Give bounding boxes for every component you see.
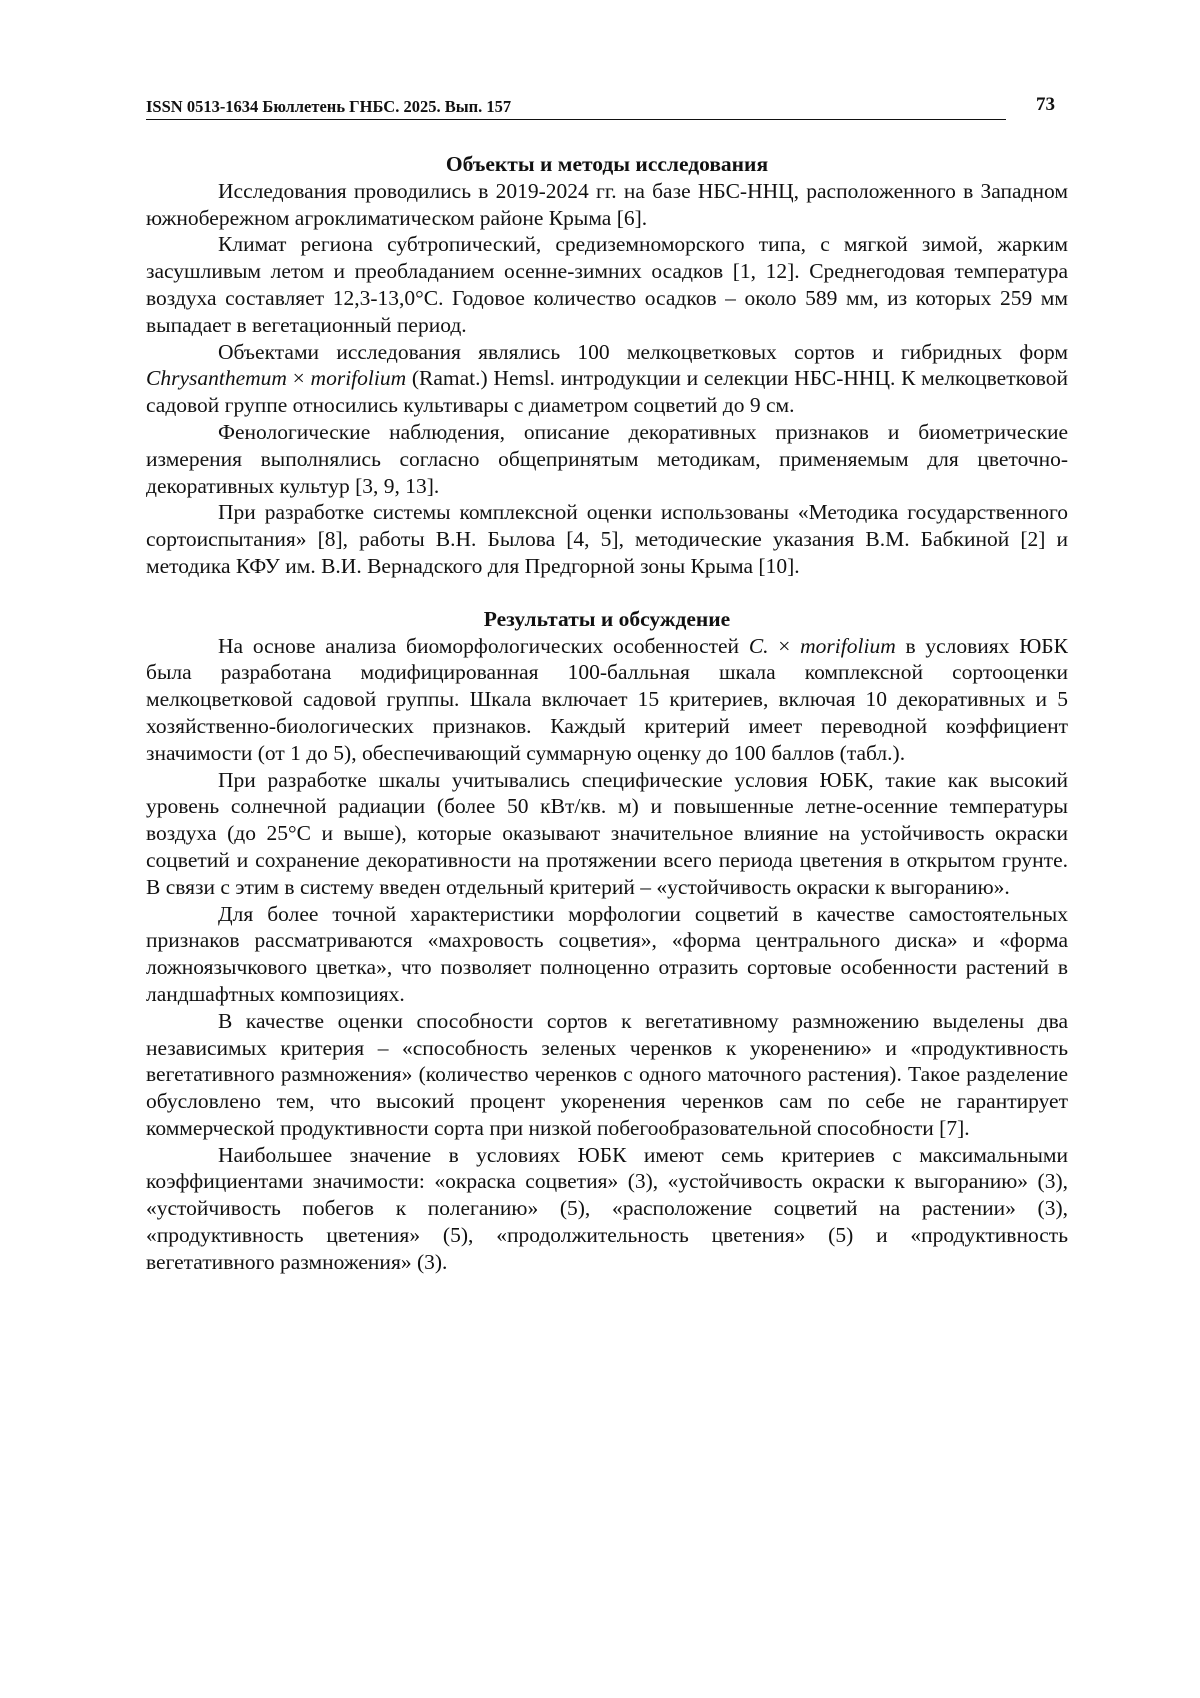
section-heading-results: Результаты и обсуждение — [483, 606, 731, 631]
paragraph: Исследования проводились в 2019-2024 гг. на базе НБС-ННЦ, расположенного в Западном южнобережном агроклиматическом районе Крыма [6]. — [146, 178, 1068, 230]
text-run: (Ramat.) Hemsl. интродукции и селекции НБС-ННЦ. К мелкоцветковой садовой группе относились культивары с диаметром соцветий до 9 см. — [146, 366, 1068, 418]
paragraph — [146, 633, 1068, 767]
paragraph: Фенологические наблюдения, описание декоративных признаков и биометрические измерения выполнялись согласно общепринятым методикам, применяемым для цветочно-декоративных культур [3, 9, 13]. — [146, 419, 1068, 498]
text-run: На основе анализа биоморфологических особенностей — [218, 633, 749, 658]
page-number: 73 — [1036, 94, 1055, 115]
paragraph: Климат региона субтропический, средиземноморского типа, с мягкой зимой, жарким засушливым летом и преобладанием осенне-зимних осадков [1, 12]. Среднегодовая температура воздуха составляет 12,3-13,0°С. Годовое количество осадков – около 589 мм, из которых 259 мм выпадает в вегетационный период. — [146, 232, 1068, 337]
species-name: morifolium — [310, 366, 407, 391]
species-name: C. — [748, 633, 769, 658]
species-name: Chrysanthemum — [146, 366, 287, 391]
paragraph: Наибольшее значение в условиях ЮБК имеют семь критериев с максимальными коэффициентами значимости: «окраска соцветия» (3), «устойчивость окраски к выгоранию» (3), «устойчивость побегов к полеганию» (5), «расположение соцветий на растении» (3), «продуктивность цветения» (5), «продолжительность цветения» (5) и «продуктивность вегетативного размножения» (3). — [146, 1142, 1068, 1274]
running-header — [146, 94, 1055, 124]
paragraph: При разработке шкалы учитывались специфические условия ЮБК, такие как высокий уровень солнечной радиации (более 50 кВт/кв. м) и повышенные летне-осенние температуры воздуха (до 25°С и выше), которые оказывают значительное влияние на устойчивость окраски соцветий и сохранение декоративности на протяжении всего периода цветения в открытом грунте. В связи с этим в систему введен отдельный критерий – «устойчивость окраски к выгоранию». — [146, 767, 1068, 899]
text-run: × — [768, 633, 801, 658]
article-body — [146, 151, 1068, 1276]
text-run: Объектами исследования являлись 100 мелкоцветковых сортов и гибридных форм — [218, 339, 1068, 364]
section-heading-methods: Объекты и методы исследования — [445, 152, 769, 176]
species-name: morifolium — [800, 633, 896, 658]
paragraph: При разработке системы комплексной оценки использованы «Методика государственного сортоиспытания» [8], работы В.Н. Былова [4, 5], методические указания В.М. Бабкиной [2] и методика КФУ им. В.И. Вернадского для Предгорной зоны Крыма [10]. — [146, 500, 1068, 578]
journal-citation: ISSN 0513-1634 Бюллетень ГНБС. 2025. Вып. 157 — [146, 96, 1006, 120]
paragraph: В качестве оценки способности сортов к вегетативному размножению выделены два независимых критерия – «способность зеленых черенков к укоренению» и «продуктивность вегетативного размножения» (количество черенков с одного маточного растения). Такое разделение обусловлено тем, что высокий процент укоренения черенков сам по себе не гарантирует коммерческой продуктивности сорта при низкой побегообразовательной способности [7]. — [146, 1008, 1068, 1140]
text-run: × — [286, 366, 311, 391]
text-run: в условиях ЮБК была разработана модифицированная 100-балльная шкала комплексной сортооценки мелкоцветковой садовой группы. Шкала включает 15 критериев, включая 10 декоративных и 5 хозяйственно-биологических признаков. Каждый критерий имеет переводной коэффициент значимости (от 1 до 5), обеспечивающий суммарную оценку до 100 баллов (табл.). — [146, 633, 1068, 765]
paragraph — [146, 339, 1068, 419]
paragraph: Для более точной характеристики морфологии соцветий в качестве самостоятельных признаков рассматриваются «махровость соцветия», «форма центрального диска» и «форма ложноязычкового цветка», что позволяет полноценно отразить сортовые особенности растений в ландшафтных композициях. — [146, 901, 1068, 1006]
